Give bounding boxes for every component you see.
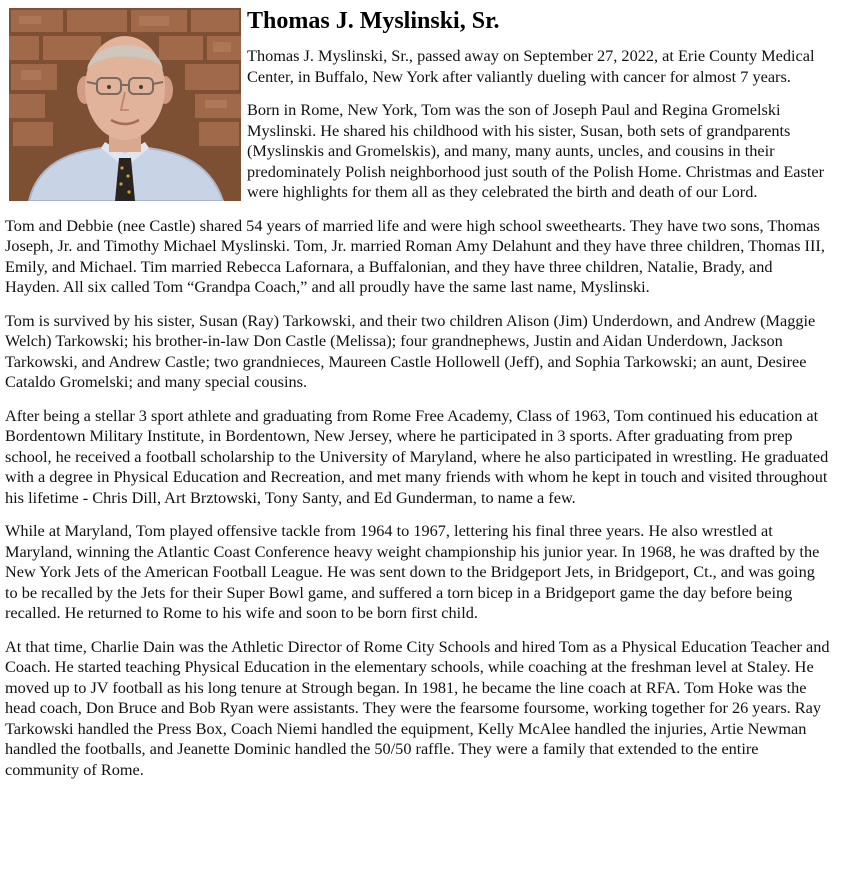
obituary-paragraph-6: While at Maryland, Tom played offensive tackle from 1964 to 1967, lettering his final three years. He also wrestled at Maryland, winning the Atlantic Coast Conference heavy weight championship his junior year. In 1968, he was drafted by the New York Jets of the American Football League. He was sent down to the Bridgeport Jets, in Bridgeport, Ct., and was going to be recalled by the Jets for their Super Bowl game, and suffered a torn bicep in a Bridgeport game the day before being recalled. He returned to Rome to his wife and soon to be born first child. <box>5 521 820 622</box>
obituary-title: Thomas J. Myslinski, Sr. <box>247 8 500 34</box>
obituary-paragraph-2: Born in Rome, New York, Tom was the son of Joseph Paul and Regina Gromelski Myslinski. He shared his childhood with his sister, Susan, both sets of grandparents (Myslinskis and Gromelskis), and many, many aunts, uncles, and cousins in their predominately Polish neighborhood just south of the Polish Home. Christmas and Easter were highlights for them all as they celebrated the birth and death of our Lord. <box>247 100 825 201</box>
portrait-photo <box>9 8 241 201</box>
obituary-paragraph-3: Tom and Debbie (nee Castle) shared 54 years of married life and were high school sweethearts. They have two sons, Thomas Joseph, Jr. and Timothy Michael Myslinski. Tom, Jr. married Roman Amy Delahunt and they have three children, Thomas III, Emily, and Michael. Tim married Rebecca Lafornara, a Buffalonian, and they have three children, Natalie, Brady, and Hayden. All six called Tom “Grandpa Coach,” and all proudly have the same last name, Myslinski. <box>5 215 825 296</box>
obituary-paragraph-7: At that time, Charlie Dain was the Athletic Director of Rome City Schools and hired Tom as a Physical Education Teacher and Coach. He started teaching Physical Education in the elementary schools, while coaching at the freshman level at Staley. He moved up to JV football as his long tenure at Strough began. In 1981, he became the line coach at RFA. Tom Hoke was the head coach, Don Bruce and Bob Ryan were assistants. They were the fearsome foursome, working together for 26 years. Ray Tarkowski handled the Press Box, Coach Niemi handled the equipment, Kelly McAlee handled the injuries, Artie Newman handled the footballs, and Jeanette Dominic handled the 50/50 raffle. They were a family that extended to the entire community of Rome. <box>5 636 830 779</box>
obituary-paragraph-5: After being a stellar 3 sport athlete and graduating from Rome Free Academy, Class of 1963, Tom continued his education at Bordentown Military Institute, in Bordentown, New Jersey, where he participated in 3 sports. After graduating from prep school, he received a football scholarship to the University of Maryland, where he also participated in wrestling. He graduated with a degree in Physical Education and Recreation, and met many friends with whom he kept in touch and visited throughout his lifetime - Chris Dill, Art Brztowski, Tony Santy, and Ed Gunderman, to name a few. <box>5 405 829 507</box>
obituary-paragraph-4: Tom is survived by his sister, Susan (Ray) Tarkowski, and their two children Alison (Jim) Underdown, and Andrew (Maggie Welch) Tarkowski; his brother-in-law Don Castle (Melissa); four grandnephews, Justin and Aidan Underdown, Jackson Tarkowski, and Andrew Castle; two grandnieces, Maureen Castle Hollowell (Jeff), and Sophia Tarkowski; an aunt, Desiree Cataldo Gromelski; and many special cousins. <box>5 310 816 391</box>
obituary-paragraph-1: Thomas J. Myslinski, Sr., passed away on September 27, 2022, at Erie County Medical Center, in Buffalo, New York after valiantly dueling with cancer for almost 7 years. <box>247 46 815 86</box>
